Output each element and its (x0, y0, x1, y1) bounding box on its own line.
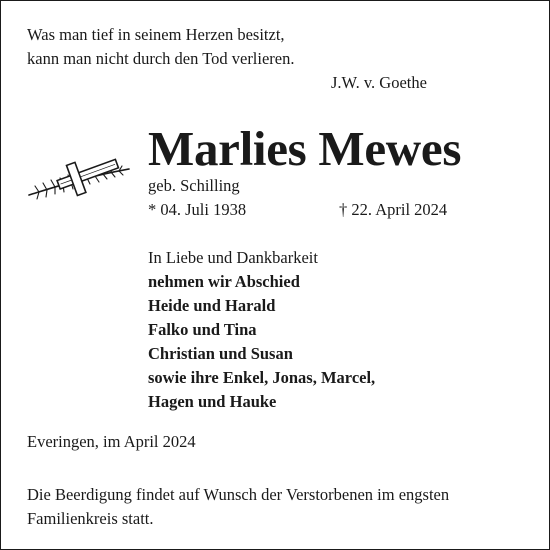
maiden-name: geb. Schilling (148, 176, 240, 195)
mourners-intro: In Liebe und Dankbarkeit (148, 248, 318, 267)
quote-author: J.W. v. Goethe (331, 73, 427, 92)
birth-date: * 04. Juli 1938 (148, 200, 247, 219)
mourners-line: Falko und Tina (148, 320, 257, 339)
death-date: † 22. April 2024 (339, 200, 448, 219)
mourners-block (148, 246, 375, 414)
mourners-line: Heide und Harald (148, 296, 276, 315)
mourners-line: Christian und Susan (148, 344, 293, 363)
funeral-notice-line: Familienkreis statt. (27, 508, 154, 528)
place-and-date: Everingen, im April 2024 (27, 432, 196, 451)
mourners-line: nehmen wir Abschied (148, 272, 300, 291)
quote (27, 23, 295, 70)
cross-with-palm-branch-icon (25, 151, 135, 203)
funeral-notice (27, 483, 449, 530)
funeral-notice-line: Die Beerdigung findet auf Wunsch der Verstorbenen im engsten (27, 485, 450, 504)
quote-line: kann man nicht durch den Tod verlieren. (27, 48, 295, 68)
deceased-name: Marlies Mewes (148, 121, 462, 176)
quote-line: Was man tief in seinem Herzen besitzt, (27, 25, 285, 44)
mourners-line: Hagen und Hauke (148, 392, 277, 411)
mourners-line: sowie ihre Enkel, Jonas, Marcel, (148, 368, 376, 387)
